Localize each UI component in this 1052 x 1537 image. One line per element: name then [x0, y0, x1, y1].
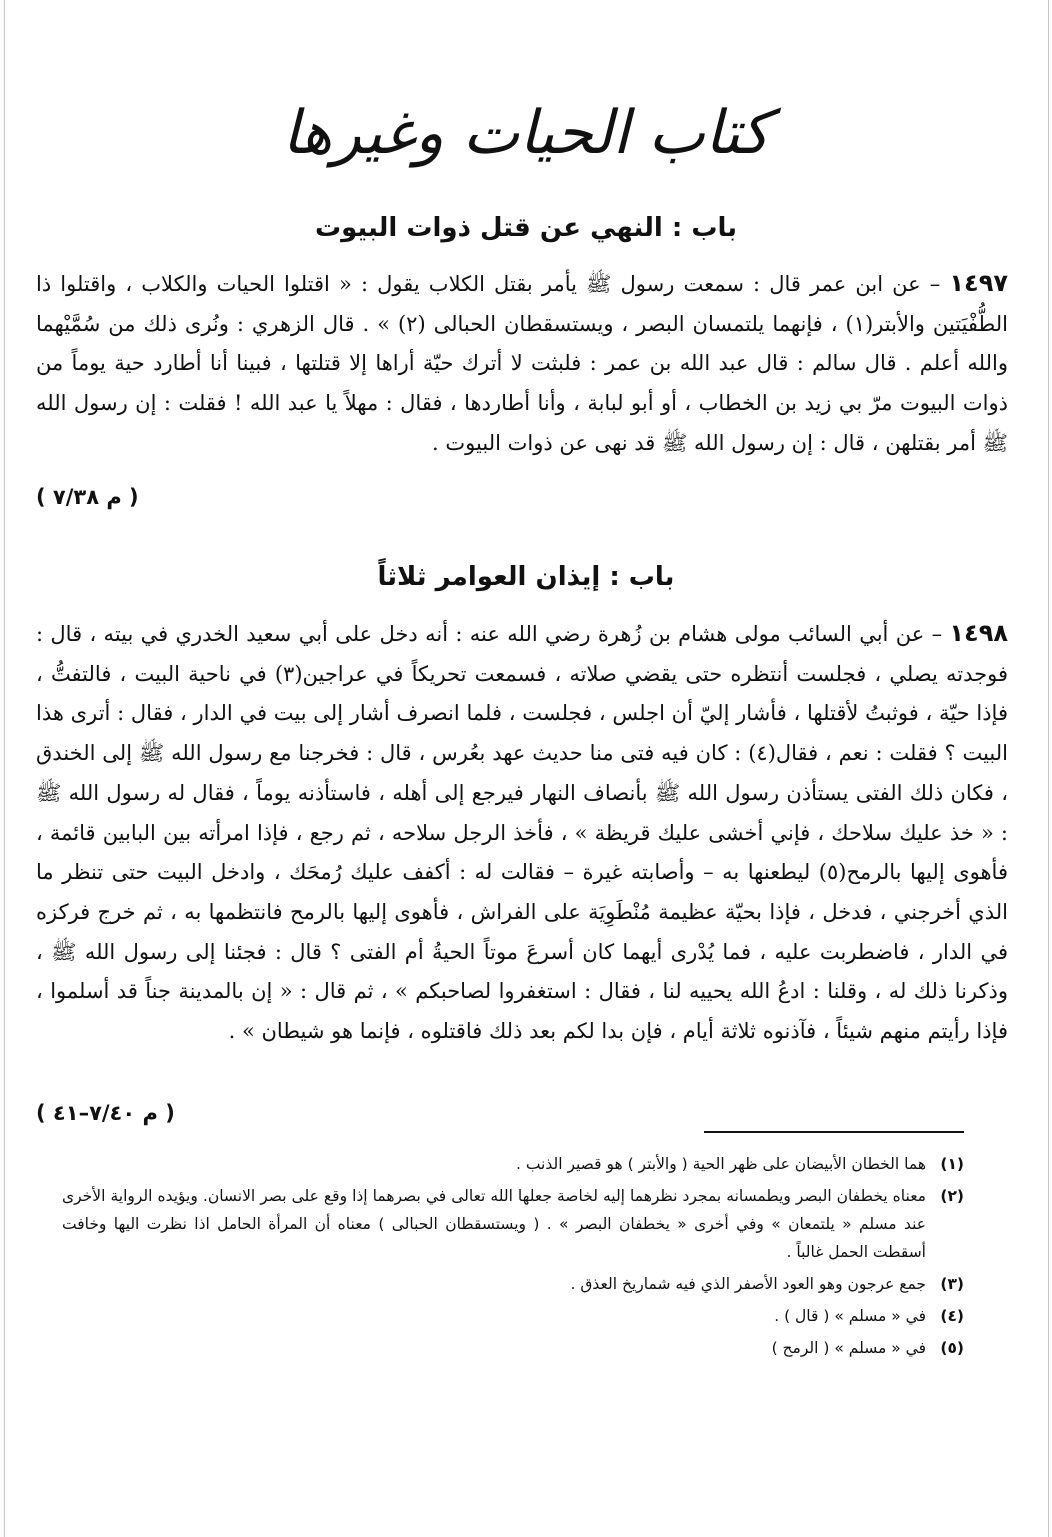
book-title: كتاب الحيات وغيرها	[282, 98, 770, 168]
chapter-heading-2: باب : إيذان العوامر ثلاثاً	[377, 562, 675, 592]
footnote-marker: (١)	[940, 1155, 964, 1173]
hadith-number: ١٤٩٨	[949, 619, 1008, 647]
hadith-1497	[36, 264, 1008, 464]
footnote-text: جمع عرجون وهو العود الأصفر الذي فيه شماريخ العذق .	[570, 1275, 926, 1293]
footnotes	[62, 1150, 964, 1366]
footnote-text: معناه يخطفان البصر ويطمسانه بمجرد نظرهما إليه لخاصة جعلها الله تعالى في بصرهما إذا وقع على بصر الانسان. ويؤيده الرواية الأخرى عند مسلم « يلتمعان » وفي أخرى « يخطفان البصر » . ( ويستسقطان الحبالى ) معناه أن المرأة الحامل اذا نظرت اليها وخافت أسقطت الحمل غالباً .	[62, 1187, 926, 1261]
footnote-text: في « مسلم » ( قال ) .	[774, 1307, 926, 1325]
footnote-marker: (٤)	[940, 1307, 964, 1325]
footnote-text: في « مسلم » ( الرمح )	[771, 1339, 926, 1357]
hadith-number: ١٤٩٧	[949, 269, 1008, 297]
hadith-reference: ( م ٧/٣٨ )	[36, 485, 139, 509]
footnote-marker: (٢)	[940, 1187, 964, 1205]
hadith-1498	[36, 614, 1008, 1052]
footnote-marker: (٥)	[940, 1339, 964, 1357]
footnote-item	[62, 1150, 964, 1178]
hadith-text: – عن أبي السائب مولى هشام بن زُهرة رضي الله عنه : أنه دخل على أبي سعيد الخدري في بيته ، قال : فوجدته يصلي ، فجلست أنتظره حتى يقضي صلاته ، فسمعت تحريكاً في عراجين(٣) في ناحية البيت ، فالتفتُّ ، فإذا حيّة ، فوثبتُ لأقتلها ، فأشار إليّ أن اجلس ، فجلست ، فلما انصرف أشار إلى بيت في الدار ، فقال : أترى هذا البيت ؟ فقلت : نعم ، فقال(٤) : كان فيه فتى منا حديث عهد بعُرس ، قال : فخرجنا مع رسول الله ﷺ إلى الخندق ، فكان ذلك الفتى يستأذن رسول الله ﷺ بأنصاف النهار فيرجع إلى أهله ، فاستأذنه يوماً ، فقال له رسول الله ﷺ : « خذ عليك سلاحك ، فإني أخشى عليك قريظة » ، فأخذ الرجل سلاحه ، ثم رجع ، فإذا امرأته بين البابين قائمة ، فأهوى إليها بالرمح(٥) ليطعنها به – وأصابته غيرة – فقالت له : أكفف عليك رُمحَك ، وادخل البيت حتى تنظر ما الذي أخرجني ، فدخل ، فإذا بحيّة عظيمة مُنْطَوِيَة على الفراش ، فأهوى إليها بالرمح فانتظمها به ، ثم خرج فركزه في الدار ، فاضطربت عليه ، فما يُدْرى أيهما كان أسرعَ موتاً الحيةُ أم الفتى ؟ قال : فجئنا إلى رسول الله ﷺ ، وذكرنا ذلك له ، وقلنا : ادعُ الله يحييه لنا ، فقال : استغفروا لصاحبكم » ، ثم قال : « إن بالمدينة جناً قد أسلموا ، فإذا رأيتم منهم شيئاً ، فآذنوه ثلاثة أيام ، فإن بدا لكم بعد ذلك فاقتلوه ، فإنما هو شيطان » .	[36, 622, 1009, 1044]
footnote-marker: (٣)	[940, 1275, 964, 1293]
footnote-item	[62, 1270, 964, 1298]
footnote-text: هما الخطان الأبيضان على ظهر الحية ( والأبتر ) هو قصير الذنب .	[515, 1155, 926, 1173]
footnote-item	[62, 1302, 964, 1330]
hadith-reference: ( م ٧/٤٠–٤١ )	[36, 1101, 175, 1125]
chapter-heading-1: باب : النهي عن قتل ذوات البيوت	[315, 213, 737, 243]
footnote-item	[62, 1334, 964, 1362]
hadith-text: – عن ابن عمر قال : سمعت رسول ﷺ يأمر بقتل الكلاب يقول : « اقتلوا الحيات والكلاب ، واقتلوا ذا الطُّفْيَتين والأبتر(١) ، فإنهما يلتمسان البصر ، ويستسقطان الحبالى (٢) » . قال الزهري : ونُرى ذلك من سُمَّيْهما والله أعلم . قال سالم : قال عبد الله بن عمر : فلبثت لا أترك حيّة أراها إلا قتلتها ، فبينا أنا أطارد حية يوماً من ذوات البيوت مرّ بي زيد بن الخطاب ، أو أبو لبابة ، وأنا أطاردها ، فقال : مهلاً يا عبد الله ! فقلت : إن رسول الله ﷺ أمر بقتلهن ، قال : إن رسول الله ﷺ قد نهى عن ذوات البيوت .	[36, 272, 1008, 455]
footnote-item	[62, 1182, 964, 1266]
footnote-divider	[704, 1131, 964, 1133]
